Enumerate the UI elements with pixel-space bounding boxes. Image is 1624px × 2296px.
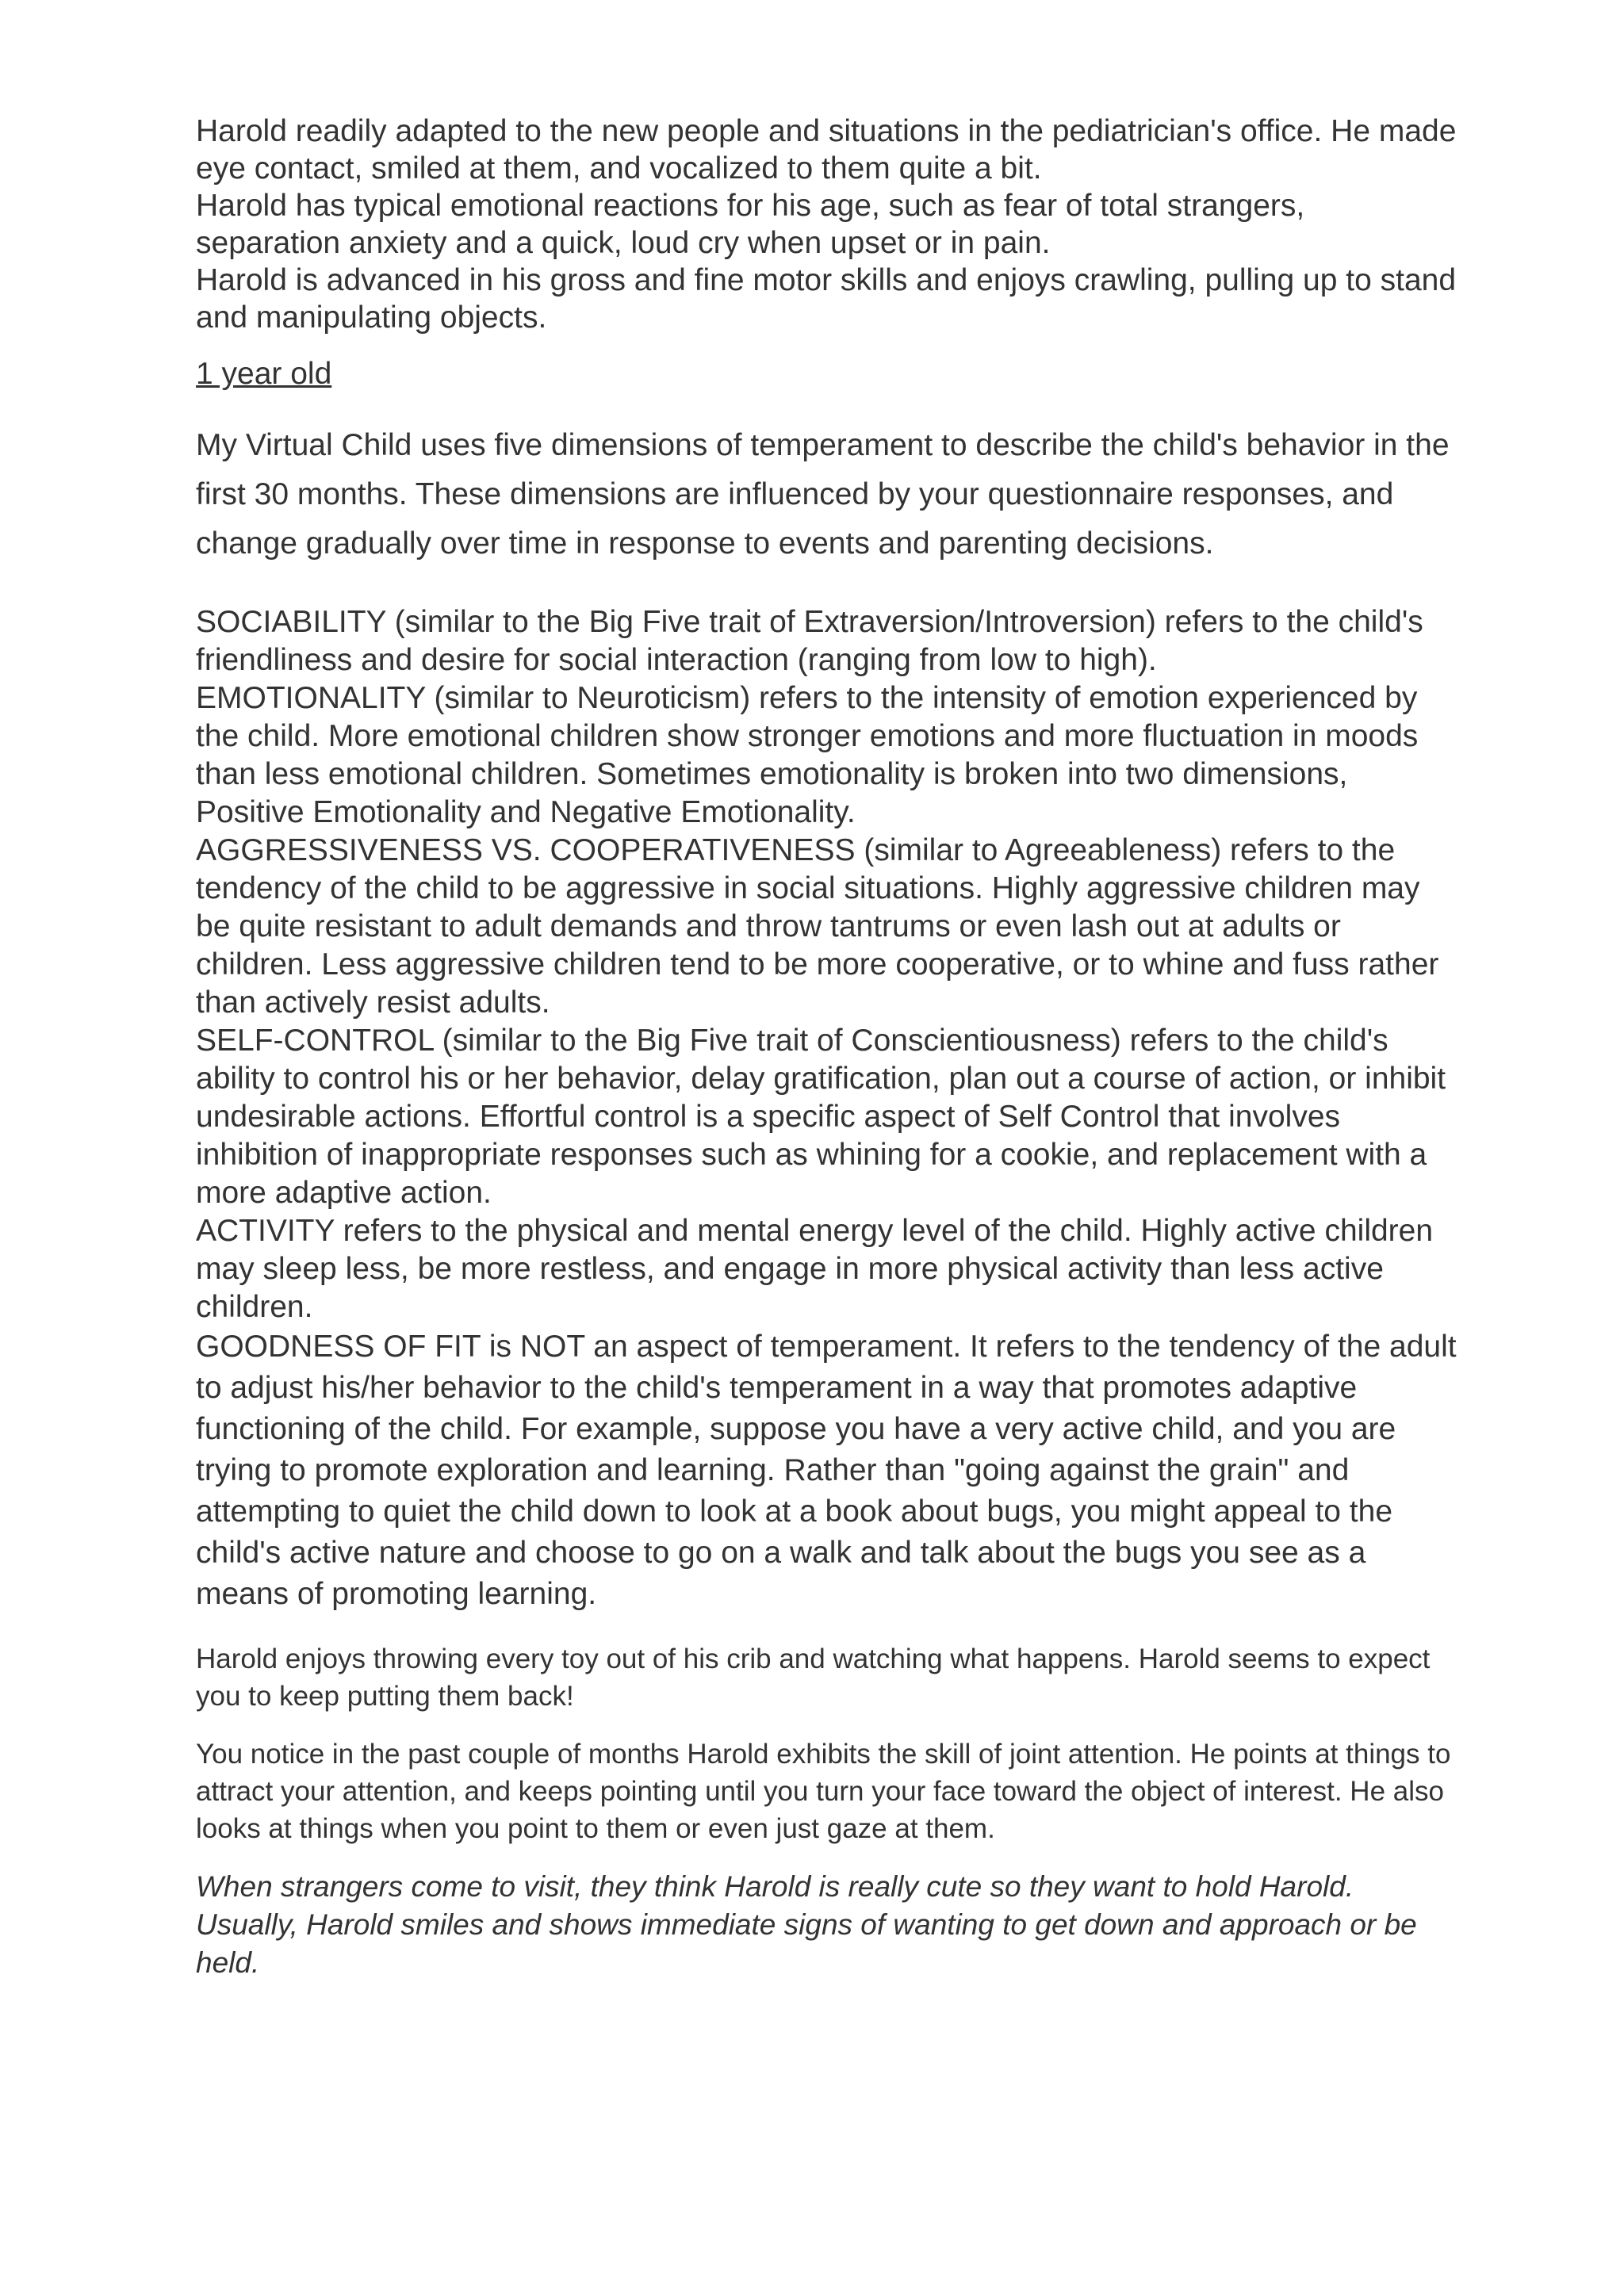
emotionality-definition: EMOTIONALITY (similar to Neuroticism) refers to the intensity of emotion experienced by the child. More emotional children show stronger emotions and more fluctuation in moods than less emotional children. Sometimes emotionality is broken into two dimensions, Positive Emotionality and Negative Emotionality. (196, 681, 1419, 829)
joint-attention-note: You notice in the past couple of months Harold exhibits the skill of joint attention. He points at things to attract your attention, and keeps pointing until you turn your face toward the object of interest. He also looks at things when you point to them or even just gaze at them. (196, 1739, 1451, 1844)
strangers-visit-prompt: When strangers come to visit, they think Harold is really cute so they want to hold Harold. Usually, Harold smiles and shows immediate signs of wanting to get down and approach or be held. (196, 1870, 1417, 1979)
age-heading: 1 year old (196, 357, 332, 391)
crib-toys-note: Harold enjoys throwing every toy out of his crib and watching what happens. Harold seems to expect you to keep putting them back! (196, 1644, 1431, 1712)
motor-skills-sentence: Harold is advanced in his gross and fine motor skills and enjoys crawling, pulling up to stand and manipulating objects. (196, 263, 1457, 335)
activity-definition: ACTIVITY refers to the physical and mental energy level of the child. Highly active children may sleep less, be more restless, and engage in more physical activity than less active children. (196, 1214, 1434, 1324)
goodness-of-fit-definition: GOODNESS OF FIT is NOT an aspect of temperament. It refers to the tendency of the adult to adjust his/her behavior to the child's temperament in a way that promotes adaptive functioning of the child. For example, suppose you have a very active child, and you are trying to promote exploration and learning. Rather than "going against the grain" and attempting to quiet the child down to look at a book about bugs, you might appeal to the child's active nature and choose to go on a walk and talk about the bugs you see as a means of promoting learning. (196, 1330, 1457, 1611)
adaptation-sentence: Harold readily adapted to the new people and situations in the pediatrician's office. He made eye contact, smiled at them, and vocalized to them quite a bit. (196, 114, 1457, 186)
temperament-dimensions (196, 603, 1457, 1326)
sociability-definition: SOCIABILITY (similar to the Big Five trait of Extraversion/Introversion) refers to the child's friendliness and desire for social interaction (ranging from low to high). (196, 605, 1423, 677)
document-page (196, 113, 1457, 1982)
emotional-reactions-sentence: Harold has typical emotional reactions for his age, such as fear of total strangers, separation anxiety and a quick, loud cry when upset or in pain. (196, 189, 1305, 260)
self-control-definition: SELF-CONTROL (similar to the Big Five trait of Conscientiousness) refers to the child's ability to control his or her behavior, delay gratification, plan out a course of action, or inhibit undesirable actions. Effortful control is a specific aspect of Self Control that involves inhibition of inappropriate responses such as whining for a cookie, and replacement with a more adaptive action. (196, 1024, 1446, 1210)
temperament-intro: My Virtual Child uses five dimensions of temperament to describe the child's behavior in the first 30 months. These dimensions are influenced by your questionnaire responses, and change gradually over time in response to events and parenting decisions. (196, 428, 1450, 561)
pediatrician-visit-paragraph (196, 113, 1457, 336)
aggressiveness-definition: AGGRESSIVENESS VS. COOPERATIVENESS (similar to Agreeableness) refers to the tendency of the child to be aggressive in social situations. Highly aggressive children may be quite resistant to adult demands and throw tantrums or even lash out at adults or children. Less aggressive children tend to be more cooperative, or to whine and fuss rather than actively resist adults. (196, 833, 1439, 1020)
